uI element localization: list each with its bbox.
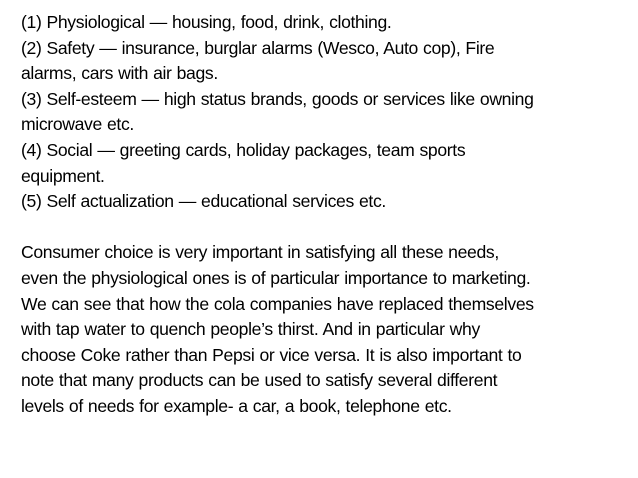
text-line: with tap water to quench people’s thirst. And in particular why [21, 319, 480, 340]
text-line: (3) Self-esteem — high status brands, goods or services like owning [21, 88, 534, 109]
text-line: alarms, cars with air bags. [21, 63, 218, 84]
text-line: even the physiological ones is of particular importance to marketing. [21, 267, 531, 288]
slide-text-body [21, 10, 633, 420]
text-line: levels of needs for example- a car, a book, telephone etc. [21, 395, 452, 416]
consumer-choice-paragraph [21, 240, 633, 419]
text-line: microwave etc. [21, 114, 134, 135]
text-line: note that many products can be used to satisfy several different [21, 370, 498, 391]
text-line: equipment. [21, 165, 105, 186]
text-line: (2) Safety — insurance, burglar alarms (Wesco, Auto cop), Fire [21, 37, 495, 58]
list-item-physiological [21, 10, 633, 36]
needs-list [21, 10, 633, 215]
text-line: choose Coke rather than Pepsi or vice versa. It is also important to [21, 344, 522, 365]
paragraph-spacer [21, 215, 633, 241]
list-item-self-esteem [21, 87, 633, 138]
list-item-safety [21, 36, 633, 87]
list-item-self-actualization [21, 189, 633, 215]
text-line: (4) Social — greeting cards, holiday packages, team sports [21, 139, 466, 160]
list-item-social [21, 138, 633, 189]
text-line: We can see that how the cola companies have replaced themselves [21, 293, 534, 314]
text-line: (5) Self actualization — educational services etc. [21, 191, 386, 212]
text-line: (1) Physiological — housing, food, drink, clothing. [21, 12, 392, 32]
text-line: Consumer choice is very important in satisfying all these needs, [21, 242, 499, 263]
